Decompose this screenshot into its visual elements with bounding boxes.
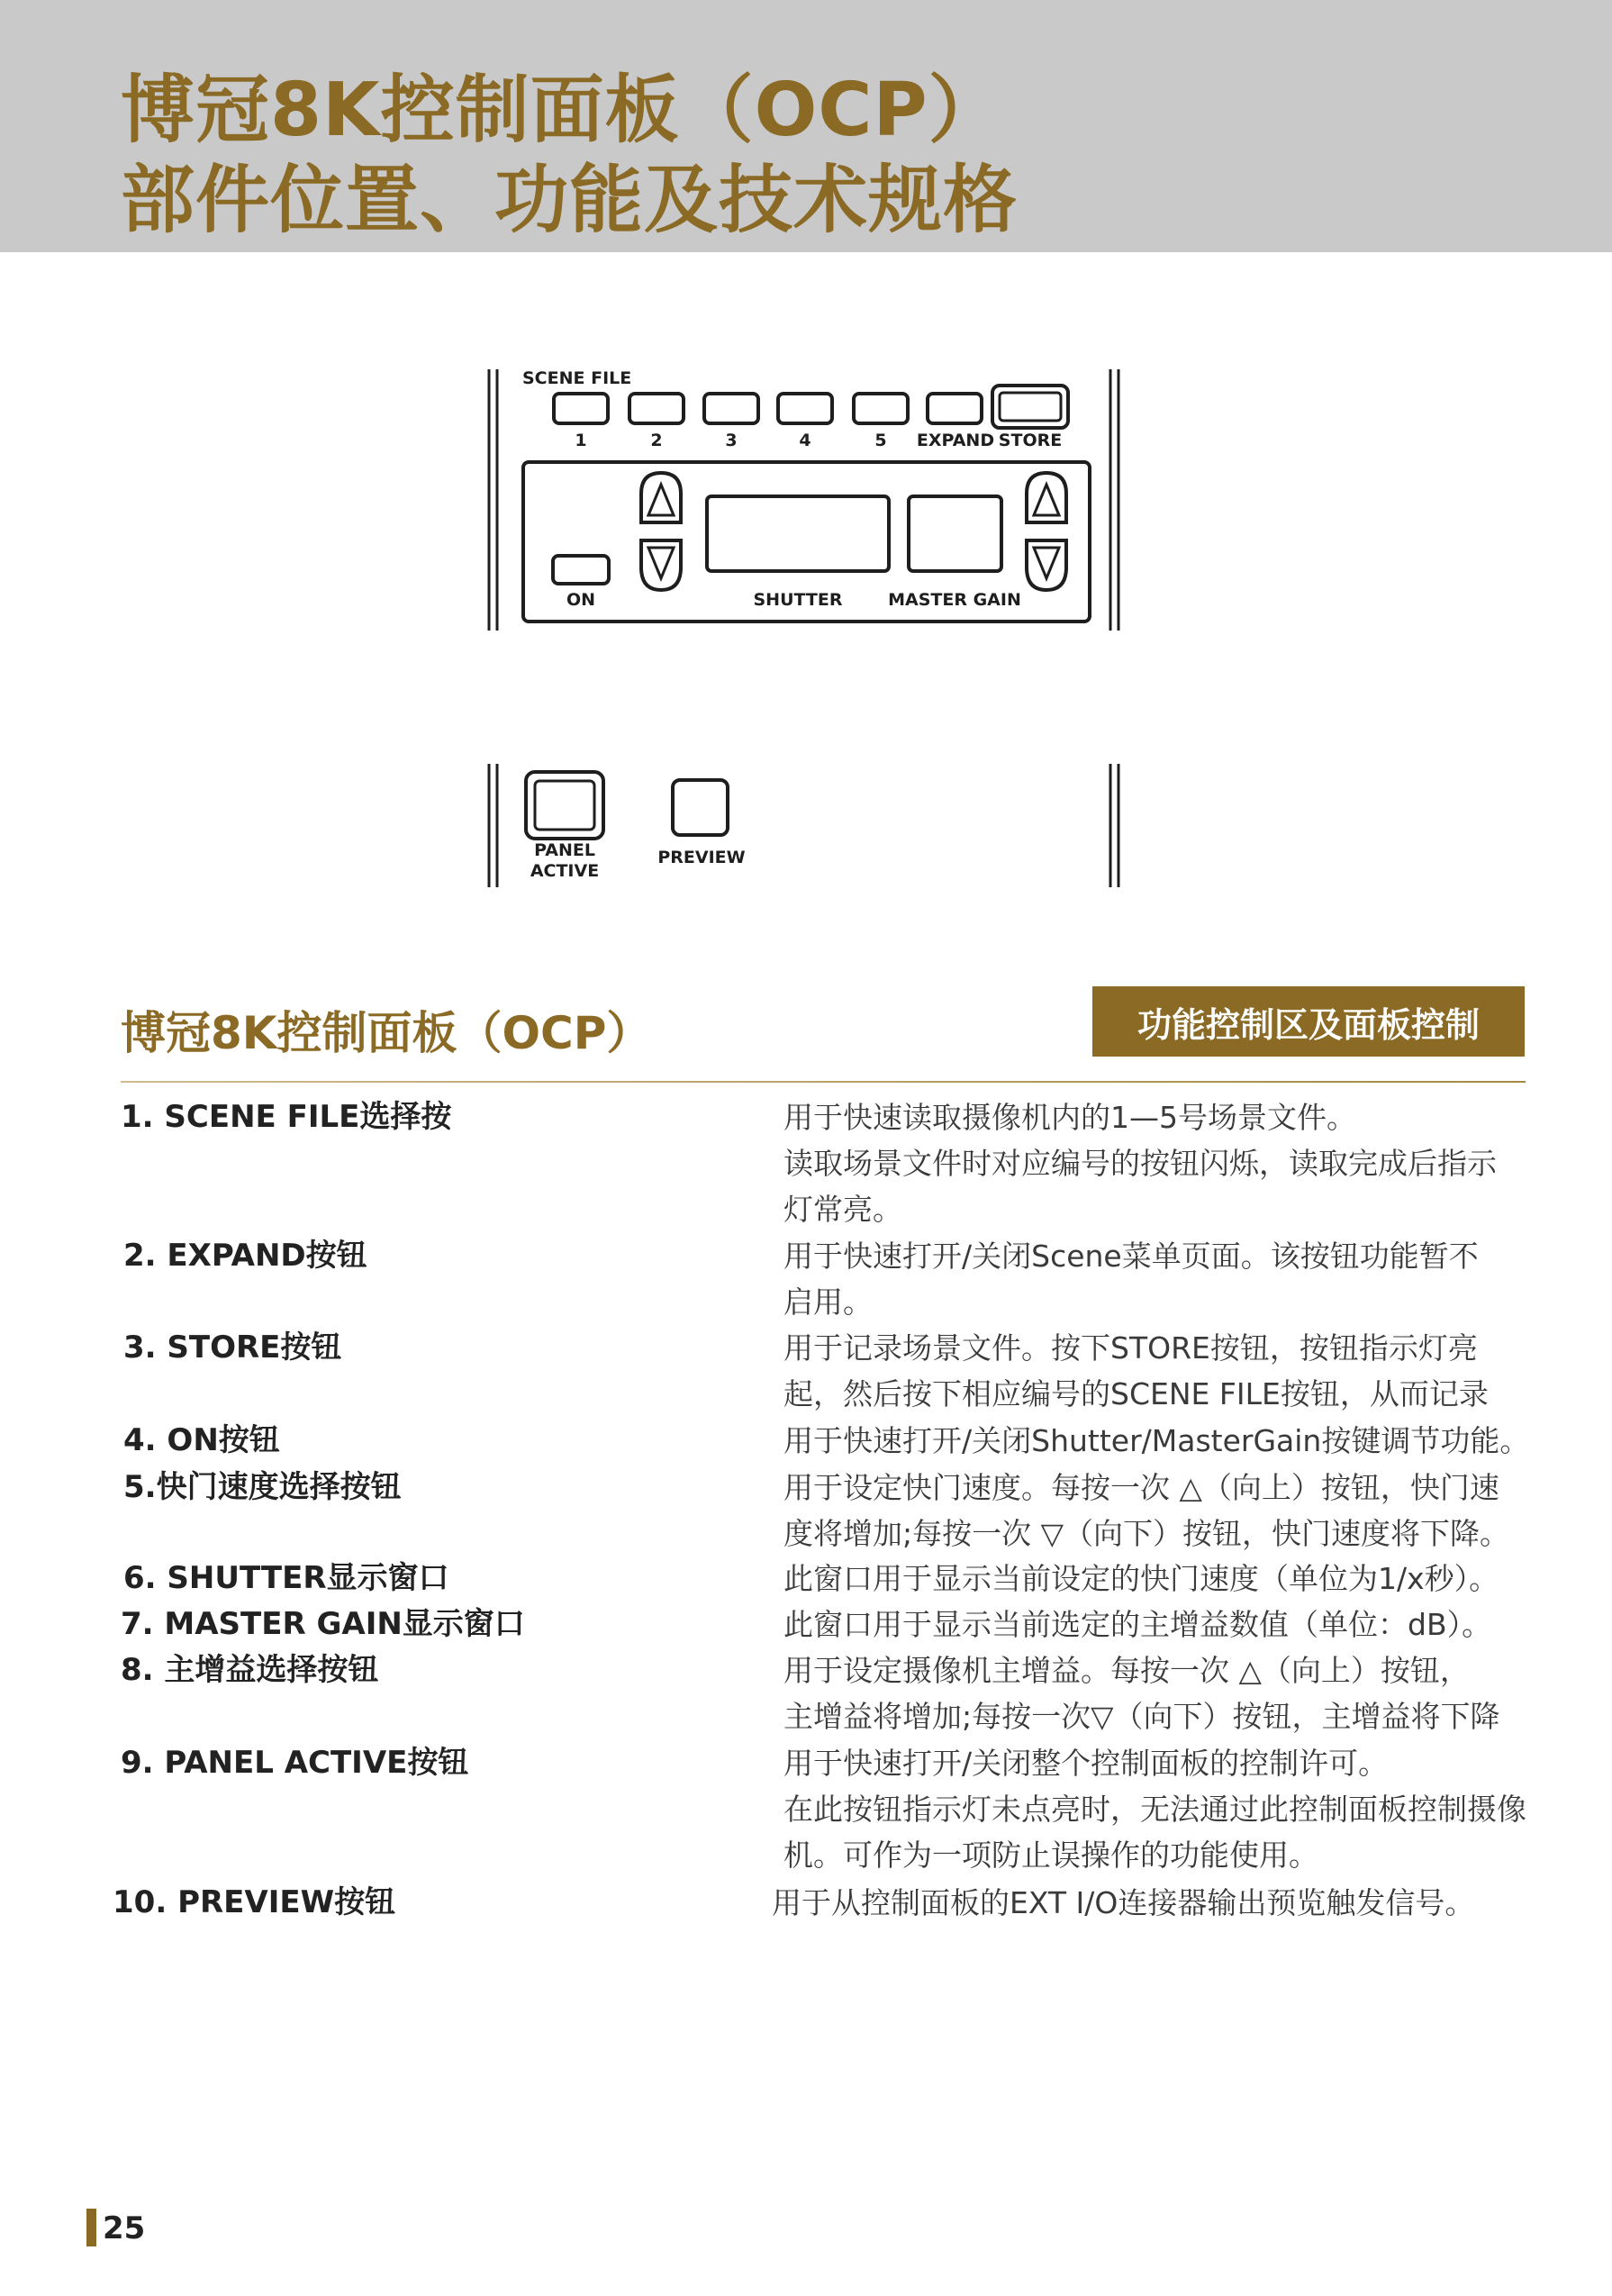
master-gain-label: MASTER GAIN [888, 590, 1021, 610]
on-button [553, 556, 609, 584]
item-desc-line: 用于快速打开/关闭Scene菜单页面。该按钮功能暂不 [783, 1239, 1479, 1274]
item-desc-line: 在此按钮指示灯未点亮时，无法通过此控制面板控制摄像 [783, 1792, 1526, 1827]
scene-file-button-3 [704, 394, 758, 423]
button-label-1: 1 [575, 431, 587, 450]
on-label: ON [566, 590, 596, 610]
item-label-panel-active: 9. PANEL ACTIVE按钮 [121, 1745, 469, 1781]
item-desc-line: 用于设定摄像机主增益。每按一次 △（向上）按钮， [783, 1653, 1470, 1688]
section-divider [121, 1081, 1526, 1083]
item-label-scene-file: 1. SCENE FILE选择按 [121, 1099, 452, 1135]
item-desc-line: 起，然后按下相应编号的SCENE FILE按钮，从而记录 [783, 1376, 1489, 1411]
item-desc-line: 用于设定快门速度。每按一次 △（向上）按钮，快门速 [783, 1470, 1499, 1505]
preview-button [673, 780, 728, 835]
item-desc-line: 读取场景文件时对应编号的按钮闪烁，读取完成后指示 [783, 1146, 1497, 1181]
item-label-expand: 2. EXPAND按钮 [123, 1238, 367, 1274]
header-band [0, 0, 1612, 252]
item-desc-line: 用于从控制面板的EXT I/O连接器输出预览触发信号。 [772, 1885, 1475, 1920]
scene-file-label: SCENE FILE [522, 368, 632, 388]
section-title: 博冠8K控制面板（OCP） [121, 1007, 652, 1059]
expand-button [928, 394, 982, 423]
page-number: 25 [103, 2210, 146, 2246]
panel-active-label-line1: PANEL [534, 840, 595, 860]
button-label-store: STORE [998, 431, 1063, 450]
page-number-bar [86, 2209, 96, 2246]
panel-active-label-line2: ACTIVE [530, 861, 600, 881]
button-label-4: 4 [799, 431, 811, 450]
master-gain-display-window [909, 496, 1001, 571]
item-desc-line: 主增益将增加;每按一次▽（向下）按钮，主增益将下降 [783, 1699, 1500, 1734]
item-desc-line: 此窗口用于显示当前选定的主增益数值（单位：dB）。 [783, 1607, 1492, 1642]
button-label-2: 2 [650, 431, 663, 450]
item-desc-line: 启用。 [783, 1284, 873, 1320]
button-label-expand: EXPAND [916, 431, 995, 450]
shutter-display-window [707, 496, 889, 571]
item-desc-line: 用于记录场景文件。按下STORE按钮，按钮指示灯亮 [783, 1330, 1478, 1366]
item-desc-line: 机。可作为一项防止误操作的功能使用。 [783, 1838, 1318, 1873]
item-label-preview: 10. PREVIEW按钮 [113, 1884, 396, 1920]
page-title-line2: 部件位置、功能及技术规格 [121, 158, 1019, 243]
item-desc-line: 用于快速打开/关闭Shutter/MasterGain按键调节功能。 [783, 1423, 1530, 1458]
item-label-shutter-select: 5.快门速度选择按钮 [123, 1469, 402, 1505]
section-badge: 功能控制区及面板控制 [1092, 986, 1525, 1057]
item-desc-line: 此窗口用于显示当前设定的快门速度（单位为1/x秒）。 [783, 1561, 1499, 1596]
item-label-master-gain-window: 7. MASTER GAIN显示窗口 [121, 1606, 525, 1642]
item-desc-line: 用于快速打开/关闭整个控制面板的控制许可。 [783, 1746, 1389, 1781]
item-desc-line: 度将增加;每按一次 ▽（向下）按钮，快门速度将下降。 [783, 1516, 1509, 1551]
item-label-store: 3. STORE按钮 [123, 1330, 342, 1366]
item-label-shutter-window: 6. SHUTTER显示窗口 [123, 1560, 449, 1596]
scene-file-button-2 [629, 394, 684, 423]
preview-label: PREVIEW [657, 848, 746, 867]
page-title-line1: 博冠8K控制面板（OCP） [121, 68, 1003, 153]
scene-file-button-5 [854, 394, 908, 423]
item-label-gain-select: 8. 主增益选择按钮 [121, 1652, 379, 1688]
button-label-3: 3 [725, 431, 738, 450]
item-desc-line: 用于快速读取摄像机内的1—5号场景文件。 [783, 1100, 1356, 1135]
scene-file-button-4 [778, 394, 832, 423]
button-label-5: 5 [874, 431, 887, 450]
shutter-label: SHUTTER [753, 590, 843, 610]
item-desc-line: 灯常亮。 [783, 1192, 902, 1227]
scene-file-button-1 [554, 394, 608, 423]
item-label-on: 4. ON按钮 [123, 1422, 280, 1458]
ocp-panel-diagram [0, 342, 1612, 901]
